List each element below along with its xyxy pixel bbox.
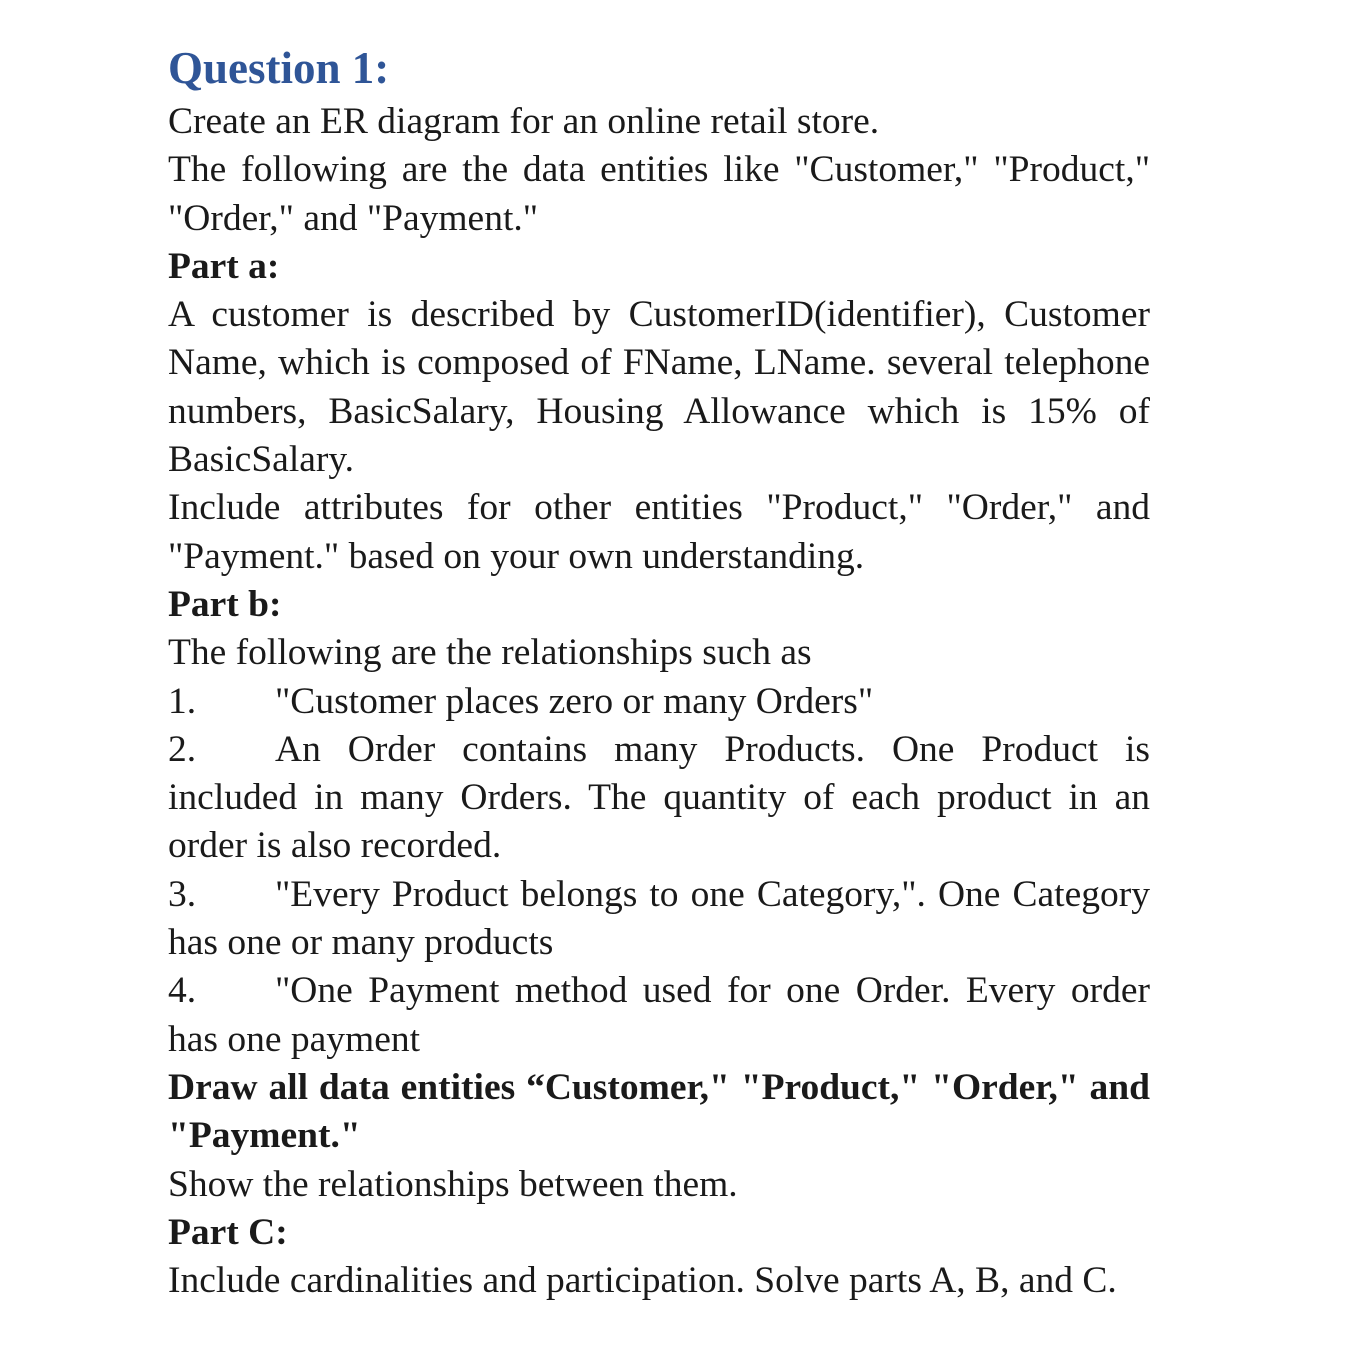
part-a-paragraph-1: A customer is described by CustomerID(identifier), Customer Name, which is composed of FName, LName. several telephone numbers, BasicSalary, Housing Allowance which is 15% of BasicSalary. bbox=[168, 294, 1150, 481]
relationship-item-number: 3. bbox=[168, 873, 197, 915]
relationship-item-3 bbox=[168, 871, 1150, 968]
relationship-item-text: "Every Product belongs to one Category,". One Category has one or many products bbox=[168, 873, 1150, 964]
intro-line-2: The following are the data entities like "Customer," "Product," "Order," and "Payment." bbox=[168, 149, 1150, 239]
question-document bbox=[168, 38, 1150, 1305]
relationship-item-text: "Customer places zero or many Orders" bbox=[275, 680, 874, 722]
relationship-item-number: 4. bbox=[168, 970, 197, 1012]
relationship-item-text: "One Payment method used for one Order. Every order has one payment bbox=[168, 970, 1150, 1060]
relationship-item-4 bbox=[168, 967, 1150, 1064]
part-c-text: Include cardinalities and participation. Solve parts A, B, and C. bbox=[168, 1260, 1117, 1302]
relationship-item-2 bbox=[168, 726, 1150, 871]
intro-line-1: Create an ER diagram for an online retail store. bbox=[168, 101, 880, 142]
part-a-paragraph-2: Include attributes for other entities "Product," "Order," and "Payment." based on your own understanding. bbox=[168, 487, 1150, 577]
part-a-heading: Part a: bbox=[168, 245, 280, 287]
relationship-item-number: 1. bbox=[168, 680, 197, 722]
relationship-item-number: 2. bbox=[168, 728, 197, 770]
relationship-item-1 bbox=[168, 678, 1150, 726]
part-b-intro: The following are the relationships such as bbox=[168, 632, 812, 674]
draw-instruction: Draw all data entities “Customer," "Product," "Order," and "Payment." bbox=[168, 1066, 1150, 1157]
part-b-heading: Part b: bbox=[168, 583, 282, 625]
show-instruction: Show the relationships between them. bbox=[168, 1163, 738, 1205]
part-c-heading: Part C: bbox=[168, 1211, 288, 1253]
question-title: Question 1: bbox=[168, 43, 390, 93]
relationship-item-text: An Order contains many Products. One Product is included in many Orders. The quantity of each product in an order is also recorded. bbox=[168, 728, 1150, 867]
